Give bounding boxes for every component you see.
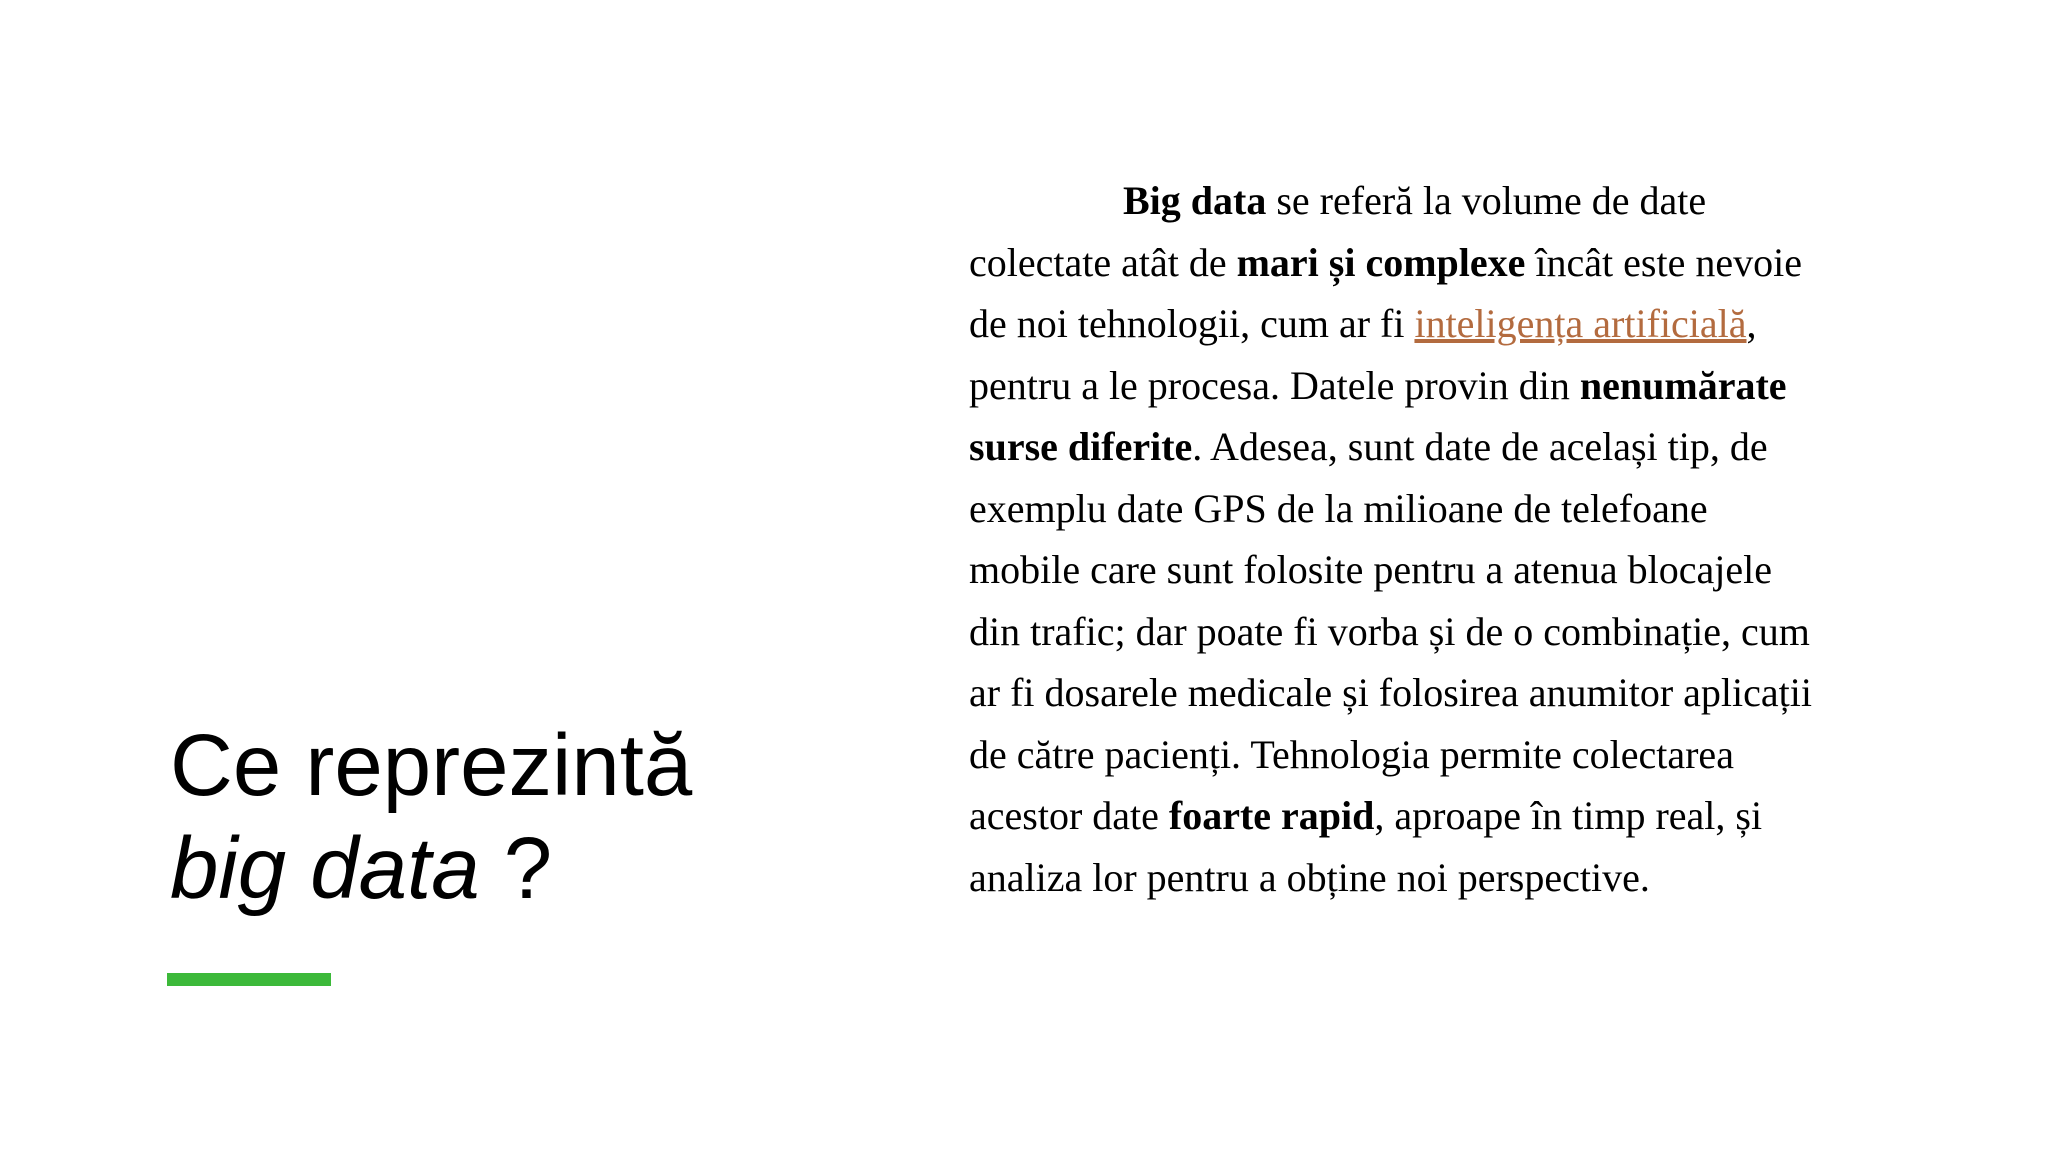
slide-title <box>170 714 890 920</box>
paragraph-line: mobile care sunt folosite pentru a atenua blocajele <box>969 547 1773 592</box>
bold-term: Big data <box>1123 178 1267 223</box>
text-run: . Adesea, sunt date de același tip, de <box>1192 424 1768 469</box>
title-italic-term: big data <box>170 820 480 917</box>
bold-term: mari și complexe <box>1236 239 1526 285</box>
text-run: , aproape în timp real, și <box>1374 793 1763 838</box>
definition-paragraph <box>969 170 1909 908</box>
text-run: colectate atât de <box>969 239 1237 285</box>
paragraph-line <box>969 355 1909 417</box>
text-run: acestor date <box>969 793 1169 838</box>
paragraph-line: din trafic; dar poate fi vorba și de o combinație, cum <box>969 608 1810 654</box>
text-run: de noi tehnologii, cum ar fi <box>969 301 1415 346</box>
text-run: încât este nevoie <box>1525 239 1802 285</box>
paragraph-line: de către pacienți. Tehnologia permite colectarea <box>969 731 1734 777</box>
bold-term: nenumărate <box>1579 362 1787 408</box>
ai-link[interactable]: inteligența artificială <box>1414 301 1747 346</box>
paragraph-line <box>969 785 1909 847</box>
paragraph-line: exemplu date GPS de la milioane de telefoane <box>969 485 1708 531</box>
paragraph-line <box>969 416 1909 478</box>
paragraph-line: ar fi dosarele medicale și folosirea anumitor aplicații <box>969 670 1812 715</box>
text-run: pentru a le procesa. Datele provin din <box>969 362 1580 408</box>
paragraph-line <box>969 232 1909 294</box>
paragraph-line <box>969 293 1909 355</box>
title-question-mark: ? <box>479 820 553 917</box>
title-accent-bar <box>167 973 331 986</box>
bold-term: foarte rapid <box>1168 793 1375 838</box>
paragraph-line <box>969 170 1909 232</box>
paragraph-line: analiza lor pentru a obține noi perspective. <box>969 854 1650 900</box>
bold-term: surse diferite <box>969 424 1193 469</box>
text-run: , <box>1746 301 1757 346</box>
text-run: se referă la volume de date <box>1266 178 1707 223</box>
title-line-1: Ce reprezintă <box>170 717 693 814</box>
title-line-2 <box>170 817 890 920</box>
